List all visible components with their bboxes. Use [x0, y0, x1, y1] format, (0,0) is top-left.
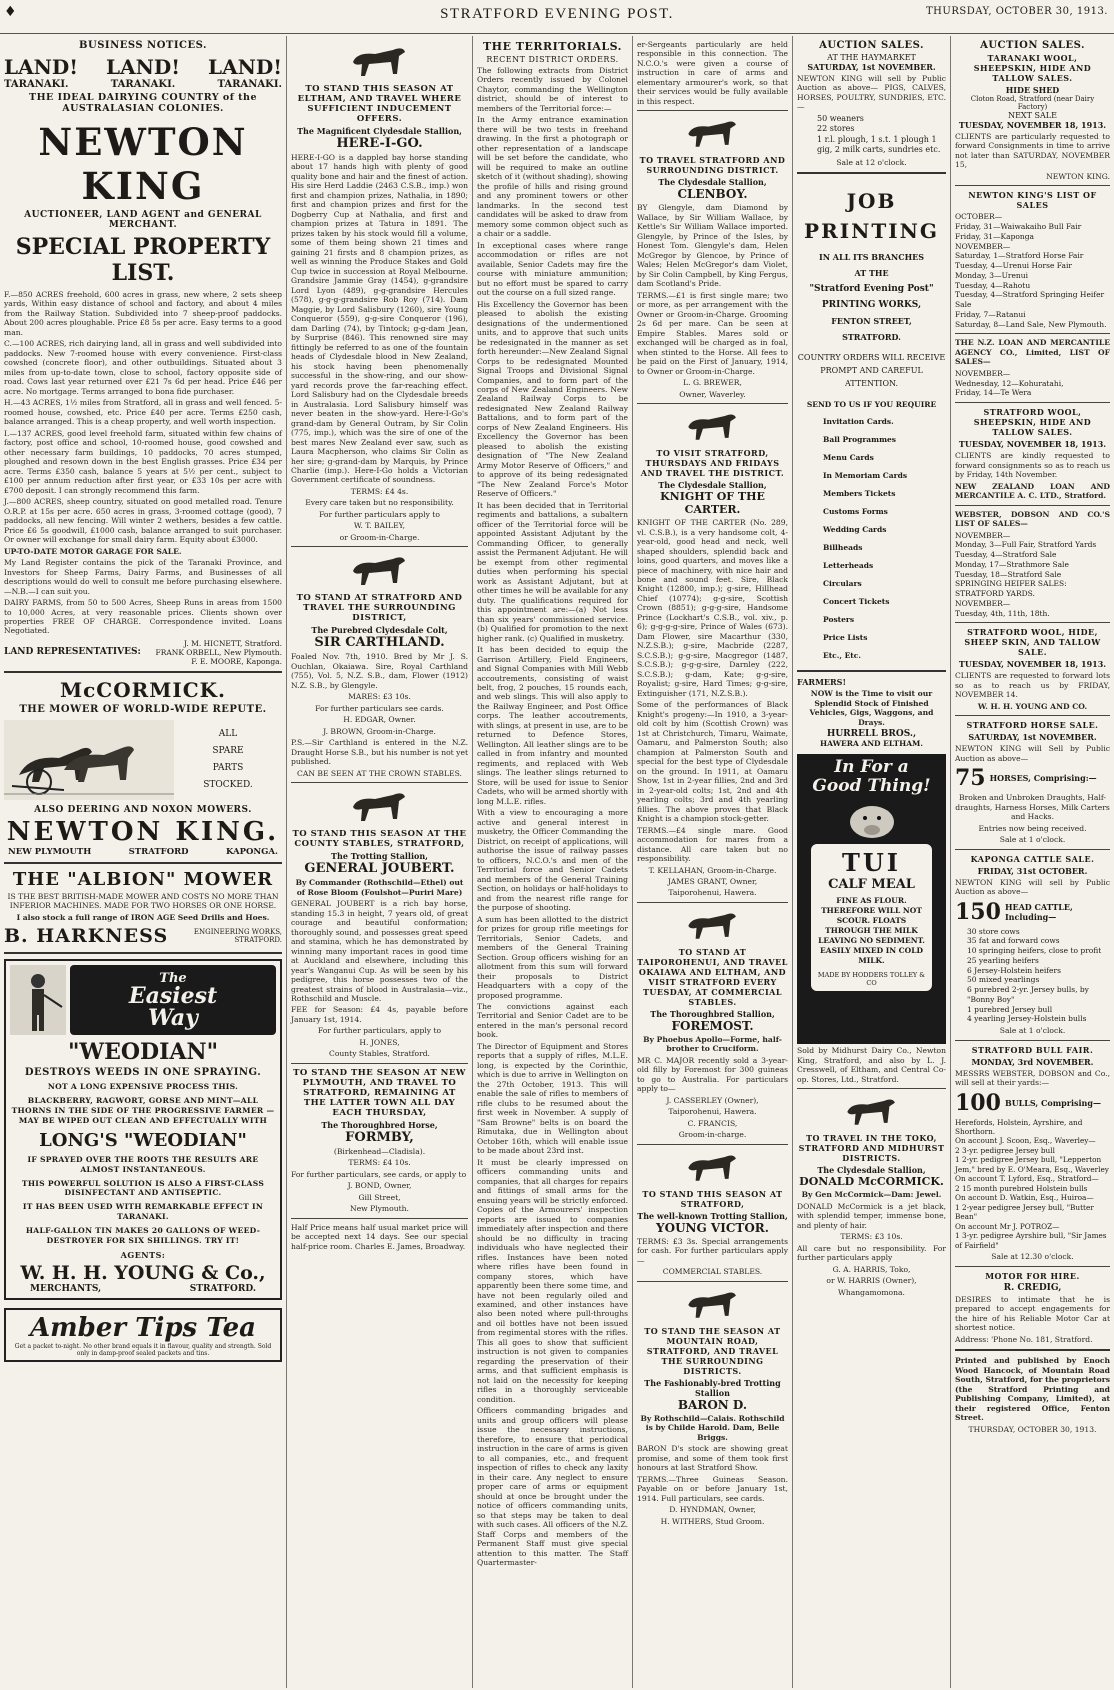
stallion-4-name: FORMBY,: [345, 1129, 414, 1145]
property-h: H.—43 ACRES, 1½ miles from Stratford, all in grass and well fenced. 5-roomed house, cowshed, etc. Price £40 per acre. Terms £250 cash, balance arranged. This is a cheap property, and well worth inspection.: [4, 398, 282, 427]
donald-care: All care but no responsibility. For further particulars apply: [797, 1243, 946, 1263]
tui-tin: TUI CALF MEAL FINE AS FLOUR. THEREFORE WILL NOT SCOUR. FLOATS THROUGH THE MILK LEAVING NO SEDIMENT. EASILY MIXED IN COLD MILK. MADE BY HODDERS TOLLEY & CO: [811, 844, 932, 991]
column-auction-sales: [951, 38, 1114, 1688]
baron-text: BARON D's stock are showing great promise, and some of them took first honours at last Stratford Show.: [637, 1444, 788, 1473]
job-branches: IN ALL ITS BRANCHES: [818, 251, 925, 262]
hurrell-name: HURRELL BROS.,: [826, 729, 917, 740]
stallion-3-pedigree: By Commander (Rothschild—Ethel) out of Rose Bloom (Foulshot—Puriri Mare): [295, 878, 464, 897]
nz-loan-heading: THE N.Z. LOAN AND MERCANTILE AGENCY CO., Limited, LIST OF SALES—: [955, 338, 1110, 367]
section-heading: BUSINESS NOTICES.: [79, 40, 207, 51]
baron-name: BARON D.: [677, 1397, 748, 1412]
young-victor-heading: TO STAND THIS SEASON AT STRATFORD,: [642, 1188, 783, 1209]
job-town: STRATFORD.: [842, 331, 901, 342]
haymarket-date: SATURDAY, 1st NOVEMBER.: [807, 62, 936, 72]
taranaki-wool-heading: TARANAKI WOOL, SHEEPSKIN, HIDE AND TALLOW SALES.: [973, 53, 1092, 83]
issue-date: THURSDAY, OCTOBER 30, 1913.: [926, 6, 1108, 17]
job-require: SEND TO US IF YOU REQUIRE: [806, 400, 937, 410]
stallion-3-text: GENERAL JOUBERT is a rich bay horse, standing 15.3 in height, 7 years old, of great courage and beautiful conformation; thoroughly sound, and possesses great speed and stamina, which he has demonstrated by winning many important races in good time at Auckland and elsewhere, including this year's Wanganui Cup. As will be seen by his pedigree, this horse possesses two of the greatest strains of blood in Australasia—viz., Rothschild and Muscle.: [291, 899, 468, 1003]
motor-garage-line: UP-TO-DATE MOTOR GARAGE FOR SALE.: [4, 546, 182, 556]
mower-illustration-row: [4, 717, 282, 803]
kaponga-sale-text: NEWTON KING will sell by Public Auction as above—: [955, 877, 1110, 897]
horse-icon: [345, 787, 415, 825]
bull-fair-heading: STRATFORD BULL FAIR.: [971, 1044, 1094, 1055]
agents-label: AGENTS:: [120, 1249, 166, 1260]
haymarket-sale-time: Sale at 12 o'clock.: [836, 157, 907, 167]
land-register-text: My Land Register contains the pick of the Taranaki Province, and Investors for Sheep Farms, Dairy Farms, and Businesses of all descriptions would do well to consult me before purchasing elsewhere.—N.B.—I can suit you.: [4, 558, 282, 596]
job-at-the: AT THE: [854, 267, 889, 278]
half-price-notice: Half Price means half usual market price will be accepted next 14 days. See our special half-price room. Charles E. James, Broadway.: [291, 1222, 468, 1251]
donald-owner: or W. HARRIS (Owner),: [826, 1276, 917, 1286]
horse-sale-count: 75 HORSES, Comprising:—: [955, 765, 1097, 792]
stallion-3-fee: FEE for Season: £4 4s, payable before January 1st, 1914.: [291, 1005, 468, 1024]
bull-fair-count: 100 BULLS, Comprising—: [955, 1089, 1101, 1116]
spray-man-illustration: [10, 965, 66, 1035]
kaponga-sale-heading: KAPONGA CATTLE SALE.: [970, 853, 1095, 864]
motor-hire-address: Address: 'Phone No. 181, Stratford.: [955, 1334, 1093, 1344]
knight-groom: T. KELLAHAN, Groom-in-Charge.: [648, 865, 777, 875]
donald-contact: G. A. HARRIS, Toko,: [832, 1264, 911, 1274]
stallion-2-ps: P.S.—Sir Carthland is entered in the N.Z. Draught Horse S.B., but his number is not yet published.: [291, 738, 468, 767]
knight-breed: The Clydesdale Stallion,: [658, 480, 767, 491]
farmers-heading: FARMERS!: [797, 677, 846, 688]
branch-towns: NEW PLYMOUTH STRATFORD KAPONGA.: [8, 846, 278, 857]
albion-mower-text: IS THE BEST BRITISH-MADE MOWER AND COSTS NO MORE THAN INFERIOR MACHINES. MADE FOR TWO HORSES OR ONE HORSE.: [7, 891, 279, 911]
land-headline: LAND! LAND! LAND!: [4, 55, 282, 79]
territorials-para: It has been decided to equip the Garrison Artillery, Field Engineers, and Signal Companies with Mill Webb accoutrements, consisting of waist belt, frog, 2 pouches, 15 rounds each, and web slings. This will also apply to the Railway Engineer, and Post Office corps. The leather accoutrements, with slings, at present in use, are to be returned to Defence Stores, Wellington. All leather slings are to be called in from infantry and mounted regiments, and replaced with Web slings. The leather slings returned to Store, will be used for issue to Senior Cadets, who will be armed shortly with long M.L.E. rifles.: [477, 645, 628, 806]
weodian-line-3: IF SPRAYED OVER THE ROOTS THE RESULTS ARE ALMOST INSTANTANEOUS.: [27, 1154, 259, 1174]
mccormick-title: McCORMICK.: [59, 677, 227, 702]
job-country-orders: COUNTRY ORDERS WILL RECEIVE PROMPT AND CAREFUL ATTENTION.: [797, 352, 946, 388]
stallion-3-name: GENERAL JOUBERT.: [304, 861, 455, 877]
horse-sale-entries: Entries now being received.: [978, 823, 1087, 833]
stallion-2-further: For further particulars see cards.: [315, 703, 444, 713]
knight-heading: TO VISIT STRATFORD, THURSDAYS AND FRIDAYS AND TRAVEL THE DISTRICT.: [640, 448, 785, 479]
imprint-date: THURSDAY, OCTOBER 30, 1913.: [968, 1424, 1097, 1434]
newton-king-sign: NEWTON KING.: [6, 816, 280, 847]
next-sale-date: TUESDAY, NOVEMBER 18, 1913.: [958, 120, 1107, 130]
horse-icon: [345, 551, 415, 589]
stallion-1-text: HERE-I-GO is a dappled bay horse standing about 17 hands high with plenty of good quality bone and hair and the finest of action. His sire Herd Laddie (2463 C.S.B., imp.) won first and champion prizes, Nathalia, in 1890; first and champion prizes and first for the Dogberry Cup at Nathalia, and first and champion prizes at Tatura in 1891. The prizes taken by his stock would fill a volume, some of them being shown 21 times and gaining 21 firsts and 8 champion prizes, as well as winning the Produce Stakes and Gold Cup twice in succession at Royal Melbourne. Grandsire Jammie Gray (1454), g-grandsire Lord Lyon (489), g-g-grandsire Hercules (578), g-g-g-grandsire Rob Roy (714). Dam Maggie, by Lord Salisbury (1260), sire Young Conqueror (559), g-g-sire Conqueror (196), dam Darling (74), by Tintock; g-g-dam Jean, by Surprise (846). This renowned sire may fittingly be referred to as one of the fountain heads of Clydesdale blood in New Zealand, his stock having been phenomenally successful in the show-ring, and our show-yard records prove the far-reaching effect. Lord Salisbury had on the Clydesdale breeds in Australasia. Lord Salisbury himself was never beaten in the show-yard. Here-I-Go's grand-dam by General Outram, by Sir Colin (775, imp.), which was the sire of one of the best mares New Zealand ever saw, such as Laura Macpherson, who claims Sir Colin as her sire; g-grand-dam by Marquis, by Prince Charlie (imp.). Here-I-Go holds a Victorian Government certificate of soundness.: [291, 153, 468, 485]
dairy-farms-text: DAIRY FARMS, from 50 to 500 Acres, Sheep Runs in areas from 1500 to 10,000 Acres, at very reasonable prices. Clients shown over properties FREE OF CHARGE. Correspondence invited. Loans Negotiated.: [4, 598, 282, 636]
horse-icon: [840, 1093, 904, 1129]
column-territorials: [473, 38, 632, 1688]
newton-king-title: NEWTON KING: [38, 120, 248, 208]
stallion-3-breed: The Trotting Stallion,: [331, 851, 428, 862]
knight-terms: TERMS.—£4 single mare. Good accommodation for mares from a distance. All care taken but no responsibility.: [637, 825, 788, 864]
baron-pedigree: By Rothschild—Calais. Rothschild is by Childe Harold. Dam, Belle Briggs.: [640, 1413, 785, 1442]
stallion-4-pedigree: (Birkenhead—Cladisla).: [333, 1146, 426, 1156]
young-victor-terms: TERMS: £3 3s. Special arrangements for cash. For further particulars apply—: [637, 1236, 788, 1265]
young-victor-breed: The well-known Trotting Stallion,: [637, 1210, 788, 1221]
hide-sale-heading: STRATFORD WOOL, HIDE, SHEEP SKIN, AND TALLOW SALE.: [964, 627, 1101, 658]
weodian-line-5: IT HAS BEEN USED WITH REMARKABLE EFFECT IN TARANAKI.: [22, 1202, 264, 1222]
stallion-4-owner-2: Gill Street,: [358, 1192, 401, 1202]
clenboy-name: CLENBOY.: [677, 187, 748, 202]
horse-sale-time: Sale at 1 o'clock.: [999, 835, 1066, 845]
albion-mower-title: THE "ALBION" MOWER: [12, 868, 274, 890]
young-company-name: W. H. H. YOUNG & Co.,: [20, 1261, 266, 1284]
stallion-1-care: Every care taken but no responsibility.: [305, 498, 454, 508]
horse-sale-date: SATURDAY, 1st NOVEMBER.: [968, 732, 1097, 743]
territorials-heading: THE TERRITORIALS.: [483, 40, 622, 53]
mower-tagline: THE MOWER OF WORLD-WIDE REPUTE.: [19, 703, 267, 715]
mower-horses-illustration: [4, 720, 174, 800]
stallion-2-heading: TO STAND AT STRATFORD AND TRAVEL THE SURROUNDING DISTRICT,: [296, 593, 463, 624]
knight-owner-2: Taiporohenui, Hawera.: [668, 888, 757, 898]
spare-parts-text: ALL SPARE PARTS STOCKED.: [203, 728, 253, 791]
longs-weodian-title: LONG'S "WEODIAN": [39, 1129, 247, 1151]
territorials-para: The following extracts from District Orders recently issued by Colonel Chaytor, commanding the Wellington district, should be of interest to members of the Territorial force:—: [477, 66, 628, 113]
stallion-1-terms: TERMS: £4 4s.: [350, 486, 409, 496]
column-auctions-printing: [793, 38, 950, 1688]
motor-hire-text: DESIRES to intimate that he is prepared to accept engagements for the hire of his Reliable Motor Car at shortest notice.: [955, 1294, 1110, 1333]
bull-fair-date: MONDAY, 3rd NOVEMBER.: [971, 1056, 1094, 1067]
webster-dobson-heading: WEBSTER, DOBSON AND CO.'S LIST OF SALES—: [955, 509, 1110, 529]
deering-line: ALSO DEERING AND NOXON MOWERS.: [34, 804, 252, 815]
stallion-2-breed: The Purebred Clydesdale Colt,: [311, 625, 448, 636]
job-printing-title: JOB PRINTING: [804, 188, 939, 243]
stallion-4-heading: TO STAND THE SEASON AT NEW PLYMOUTH, AND TRAVEL TO STRATFORD, REMAINING AT THE LATTER TOWN ALL DAY EACH THURSDAY,: [293, 1067, 466, 1118]
haymarket-items: 50 weaners 22 stores 1 r.l. plough, 1 s.t. 1 plough 1 gig, 2 milk carts, sundries etc.: [817, 113, 941, 155]
baron-owner: D. HYNDMAN, Owner,: [669, 1505, 756, 1515]
foremost-owner-2: Taiporohenui, Hawera.: [668, 1107, 757, 1117]
donald-text: DONALD McCormick is a jet black, with splendid temper, immense bone, and plenty of hair.: [797, 1201, 946, 1230]
stratford-wool-date: TUESDAY, NOVEMBER 18, 1913.: [958, 439, 1107, 450]
weodian-line-1: NOT A LONG EXPENSIVE PROCESS THIS.: [47, 1082, 239, 1092]
weodian-line-4: THIS POWERFUL SOLUTION IS ALSO A FIRST-CLASS DISINFECTANT AND ANTISEPTIC.: [21, 1178, 265, 1198]
stallion-4-terms: TERMS: £4 10s.: [348, 1158, 411, 1168]
masthead: [0, 0, 1114, 34]
column-business-notices: [0, 38, 286, 1688]
hide-shed: HIDE SHED: [1005, 85, 1060, 95]
horse-icon: [345, 42, 415, 80]
special-property-title: SPECIAL PROPERTY LIST.: [15, 234, 271, 286]
baron-breed: The Fashionably-bred Trotting Stallion: [644, 1377, 781, 1398]
foremost-groom: C. FRANCIS,: [687, 1118, 738, 1128]
horse-icon: [681, 408, 745, 444]
weodian-advert: [4, 959, 282, 1299]
hide-sale-text: CLIENTS are requested to forward lots so as to reach us by FRIDAY, NOVEMBER 14.: [955, 671, 1110, 700]
next-sale-label: NEXT SALE: [1008, 111, 1057, 120]
horse-icon: [681, 115, 745, 151]
bull-fair-list: Herefords, Holstein, Ayrshire, and Shorthorn. On account J. Scoon, Esq., Waverley— 2 3-yr. pedigree Jersey bull 1 2-yr. pedigree Jersey bull, "Lepperton Jem," bred by E. O'Meara, Esq., Waverley On account T. Lyford, Esq., Stratford— 2 15 month purebred Holstein bulls On account D. Watkin, Esq., Huiroa— 1 2-year pedigree Jersey bull, "Butter Bean" On account Mr J. POTROZ— 1 3-yr. pedigree Ayrshire bull, "Sir James of Fairfield": [955, 1117, 1109, 1250]
auctioneer-line: AUCTIONEER, LAND AGENT and GENERAL MERCHANT.: [24, 210, 262, 230]
newton-king-list-heading: NEWTON KING'S LIST OF SALES: [968, 190, 1097, 211]
job-works: PRINTING WORKS,: [821, 299, 922, 310]
hide-sale-signoff: W. H. H. YOUNG AND CO.: [977, 701, 1088, 711]
stallion-4-further: For further particulars, see cards, or apply to: [291, 1169, 467, 1179]
donald-breed: The Clydesdale Stallion,: [817, 1165, 926, 1176]
tui-stockists: Sold by Midhurst Dairy Co., Newton King, Stratford, and also by L. J. Cresswell, of Eltham, and Central Co-op. Stores, Ltd., Stratford.: [797, 1046, 946, 1084]
haymarket-line: AT THE HAYMARKET: [827, 53, 916, 62]
kaponga-cattle-list: 30 store cows 35 fat and forward cows 10 springing heifers, close to profit 25 yearling heifers 6 Jersey-Holstein heifers 50 mixed yearlings 6 purebred 2-yr. Jersey bulls, by "Bonny Boy" 1 purebred Jersey bull 4 yearling Jersey-Holstein bulls: [967, 926, 1102, 1024]
column-stallions-2: [633, 38, 792, 1688]
motor-hire-heading: MOTOR FOR HIRE.: [985, 1270, 1080, 1281]
baron-terms: TERMS.—Three Guineas Season. Payable on or before January 1st, 1914. Full particulars, see cards.: [637, 1474, 788, 1503]
stallion-1-breed: The Magnificent Clydesdale Stallion,: [297, 126, 462, 136]
kaponga-cattle-count: 150 HEAD CATTLE, Including—: [955, 898, 1073, 925]
clenboy-terms: TERMS.—£1 is first single mare; two or more, as per arrangement with the Owner or Groom-in-Charge. Grooming 2s 6d per mare. Can be seen at Empire Stables. Mares sold or exchanged will be charged as in foal, when stinted to the Horse. All fees to be paid on the First of January, 1914, to Owner or Groom-in-Charge.: [637, 290, 788, 376]
territorials-para: It has been decided that in Territorial regiments and battalions, a subaltern officer of the Territorial force will be appointed Assistant Adjutant by the Commanding Officer, to generally assist the Permanent Adjutant. He will be exempt from other regimental duties when performing his special work as Assistant Adjutant, but at other times he will be available for any duty. The qualifications required for this appointment are:—(a) Not less than six years' commissioned service. (b) Qualified for promotion to the next higher rank. (c) Qualified in musketry.: [477, 500, 628, 643]
territorials-para: A sum has been allotted to the district for prizes for group rifle meetings for Territorials, Senior Cadets, and members of the General Training Section. Group officers wishing for an allotment from this sum will forward their proposals to District Headquarters with a copy of the proposed programme.: [477, 914, 628, 1000]
stallion-4-owner-3: New Plymouth.: [350, 1204, 409, 1214]
donald-owner-2: Whangamomona.: [838, 1287, 905, 1297]
baron-heading: TO STAND THE SEASON AT MOUNTAIN ROAD, STRATFORD, AND TRAVEL THE SURROUNDING DISTRICTS.: [644, 1325, 781, 1376]
territorials-para: In the Army entrance examination there will be two tests in freehand drawing. In the first a photograph or other representation of a landscape will be set before the candidate, who will be required to make an outline sketch of it (without shading), showing the profile of hills and rising ground and any prominent towers or other landmarks. In the second test candidates will be asked to draw from memory some common object such as a chair or a saddle.: [477, 115, 628, 239]
land-representatives: LAND REPRESENTATIVES: J. M. HICNETT, Stratford. FRANK ORBELL, New Plymouth. F. E. MOORE, Kaponga.: [4, 638, 282, 666]
stallion-3-contact-2: County Stables, Stratford.: [329, 1049, 430, 1059]
donald-heading: TO TRAVEL IN THE TOKO, STRATFORD AND MIDHURST DISTRICTS.: [798, 1133, 945, 1164]
foremost-groom-2: Groom-in-charge.: [678, 1130, 747, 1140]
property-c: C.—100 ACRES, rich dairying land, all in grass and well subdivided into paddocks. New 7-roomed house with every convenience. First-class cowshed (concrete floor), and other outbuildings. Situated about 3 miles from up-to-date town, close to school, factory opposite side of road. Cows last year returned over £21 7s 6d per head. Price £46 per acre. No mortgage. Terms arranged to bona fide purchaser.: [4, 339, 282, 396]
territorials-para: It must be clearly impressed on officers commanding units and companies, that all charges for repairs and fittings of small arms for the ensuing years will be strictly enforced. Copies of the Armourers' inspection reports are issued to companies immediately after inspection and there should be no difficulty in tracing individuals who have neglected their rifles. Instances have been noted where rifles have been found in company stores, which have apparently been there some time, and have not been regularly oiled and examined, and other instances have also been noted where pull-throughs and oil bottles have not been issued from regimental stores with the rifles. This all goes to show that sufficient instruction is not given to companies regarding the preservation of their arms, and that sufficient emphasis is not laid on the necessity for keeping rifles in a thoroughly serviceable condition.: [477, 1157, 628, 1404]
stallion-2-terms: MARES: £3 10s.: [348, 692, 411, 702]
property-i: I.—137 ACRES, good level freehold farm, situated within few chains of factory, post office and school, 10-roomed house, good cowshed and other necessary farm buildings, 10 paddocks, 70 acres stumped, ploughed and resown down in the best English grasses. Price £34 per acre. Terms £350 cash, balance 5 years at 5½ per cent., subject to £100 per annum reduction after first year, or £33 10s per acre with £700 deposit. I can strongly recommend this farm.: [4, 428, 282, 495]
calf-head-illustration: [837, 800, 907, 840]
weodian-tagline: DESTROYS WEEDS IN ONE SPRAYING.: [24, 1067, 262, 1079]
hide-shed-address: Cloton Road, Stratford (near Dairy Factory): [970, 95, 1095, 111]
territorials-continued: er-Sergeants particularly are held responsible in this connection. The N.C.O.'s were given a course of instruction in care of arms and elementary armourer's work, so that their services would be fully available in this respect.: [637, 40, 788, 106]
foremost-pedigree: By Phoebus Apollo—Forme, half-brother to Cruciform.: [643, 1034, 782, 1054]
foremost-heading: TO STAND AT TAIPOROHENUI, AND TRAVEL OKAIAWA AND ELTHAM, AND VISIT STRATFORD EVERY TUESDAY, AT COMMERCIAL STABLES.: [637, 946, 788, 1007]
territorials-para: His Excellency the Governor has been pleased to abolish the existing designations of the undermentioned units, and to approve that such units be redesignated in the manner as set forth hereunder:—New Zealand Signal Corps to be redesignated Mounted Signal Troops and Divisional Signal Companies, and to form part of the corps of New Zealand Engineers. New Zealand Railway Corps to be redesignated New Zealand Railway Battalions, and to form part of the corps of New Zealand Engineers. His Excellency the Governor has been pleased to abolish the existing designation of "The New Zealand Army Motor Reserve of Officers," and to approve of its being redesignated "The New Zealand Force's Motor Reserve of Officers.": [477, 299, 628, 499]
territorials-para: Officers commanding brigades and units and group officers will please issue the necessary instructions, therefore, to ensure that periodical instruction in the care of arms is given to all companies, etc., and frequent inspection of rifles to check any laxity in their care. Any neglect to ensure proper care of arms or equipment should at once be brought under the notice of officers commanding units, so that steps may be taken to deal with such cases. All officers of the N.Z. Staff Corps and members of the Permanent Staff must give special attention to this matter. The Staff Quartermaster-: [477, 1406, 628, 1568]
donald-terms: TERMS: £3 10s.: [840, 1232, 903, 1242]
weodian-line-2: BLACKBERRY, RAGWORT, GORSE AND MINT—ALL THORNS IN THE SIDE OF THE PROGRESSIVE FARMER —MAY BE WIPED OUT CLEAN AND EFFECTUALLY WITH: [11, 1096, 275, 1125]
horse-icon: [681, 1286, 745, 1322]
young-victor-where: COMMERCIAL STABLES.: [662, 1267, 763, 1277]
stallion-1-name: HERE-I-GO.: [336, 136, 423, 151]
foremost-text: MR C. MAJOR recently sold a 3-year-old filly by Foremost for 300 guineas to go to Australia. For particulars apply to—: [637, 1055, 788, 1094]
territorials-para: The Director of Equipment and Stores reports that a supply of rifles, M.L.E. long, is expected by the Corinthic, which is due to arrive in Wellington on the 27th October, 1913. This will enable the sale of rifles to members of rifle clubs to be resumed about the first week in November. A supply of "Sam Browne" belts is on board the Rimutaka, due in Wellington about October 16th, which will enable issue to be made about 23rd inst.: [477, 1041, 628, 1156]
stallion-2-text: Foaled Nov. 7th, 1910. Bred by Mr J. S. Ouchlan, Okaiawa. Sire, Royal Carthland (755), Vol. 5, N.Z. S.B., dam, Flower (1912) N.Z. S.B., by Glengyle.: [291, 652, 468, 690]
stallion-3-further: For further particulars, apply to: [317, 1026, 442, 1036]
young-victor-name: YOUNG VICTOR.: [656, 1220, 769, 1235]
stallion-2-seen: CAN BE SEEN AT THE CROWN STABLES.: [297, 768, 462, 778]
foremost-name: FOREMOST.: [671, 1018, 754, 1033]
bull-fair-time: Sale at 12.30 o'clock.: [991, 1252, 1074, 1262]
clenboy-owner-2: Owner, Waverley.: [679, 389, 746, 399]
job-printing-list: Invitation Cards. Ball Programmes Menu Cards In Memoriam Cards Members Tickets Customs Forms Wedding Cards Billheads Letterheads Circulars Concert Tickets Posters Price Lists Etc., Etc.: [823, 417, 908, 661]
auction-sales-heading: AUCTION SALES.: [819, 40, 924, 51]
farmers-text: NOW is the Time to visit our Splendid Stock of Finished Vehicles, Gigs, Waggons, and Drays.: [809, 689, 934, 727]
clenboy-text: BY Glengyle, dam Diamond by Wallace, by Sir William Wallace, by Kettle's Sir William Wallace imported. Glengyle, by Prince of the Isles, by Honest Tom. Glengyle's dam, Helen McGregor by Glencoe, by Prince of Wales; Helen McGregor's dam Violet, by Sir Colin Campbell, by King Fergus, dam Scotland's Pride.: [637, 203, 788, 289]
weodian-title: "WEODIAN": [67, 1039, 219, 1066]
taranaki-line: TARANAKI. TARANAKI. TARANAKI.: [4, 79, 282, 90]
territorials-para: The convictions against each Territorial and Senior Cadet are to be entered in the man's personal record book.: [477, 1001, 628, 1040]
tui-calf-meal-advert: [797, 754, 946, 1044]
ideal-country-text: THE IDEAL DAIRYING COUNTRY of the AUSTRALASIAN COLONIES.: [29, 92, 257, 114]
stallion-3-heading: TO STAND THIS SEASON AT THE COUNTY STABLES, STRATFORD,: [292, 829, 467, 850]
column-stallions-1: [287, 38, 472, 1688]
baron-groom: H. WITHERS, Stud Groom.: [660, 1516, 765, 1526]
amber-tips-tea-subtext: Get a packet to-night. No other brand equals it in flavour, quality and strength. Sold only in damp-proof sealed packets and tins.: [14, 1342, 272, 1357]
knight-text: KNIGHT OF THE CARTER (No. 289, vl. C.S.B.), is a very handsome colt, 4-year-old, good head and neck, well shaped shoulders, splendid back and loins, good quarters, and moves like a piece of machinery, with nice hair and bone and sound feet. Sire, Black Knight (12800, imp.); g-sire, Hillhead Chief (10774); g-g-sire, Scottish Crown (8851); g-g-g-sire, Handsome Prince (Lockhart's C.S.B., vol. xiv., p. 6); g-g-g-g-sire, Prince of Wales (673). Dam Flower, sire Macarthur (330, N.Z.S.B.); g-sire, Macbride (2287, S.C.S.B.); g-g-sire, Macgregor (1487, S.C.S.B.); g-g-g-sire, Darnley (222, S.C.S.B.); g-dam, Kate; g-g-sire, Royalist; g-sire, Hard Times; g-g-sire, Extinguisher (171, N.Z.S.B.).: [637, 518, 788, 698]
webster-dobson-sales-list: NOVEMBER— Monday, 3—Full Fair, Stratford Yards Tuesday, 4—Stratford Sale Monday, 17—Strathmore Sale Tuesday, 18—Stratford Sale SPRINGING HEIFER SALES: STRATFORD YARDS. NOVEMBER— Tuesday, 4th, 11th, 18th.: [955, 530, 1097, 618]
newton-king-signoff: NEWTON KING.: [1046, 171, 1110, 181]
stratford-wool-signoff: NEW ZEALAND LOAN AND MERCANTILE A. C. LTD., Stratford.: [955, 481, 1110, 501]
stallion-3-contact: H. JONES,: [359, 1037, 400, 1047]
kaponga-sale-date: FRIDAY, 31st OCTOBER.: [977, 865, 1088, 876]
horse-sale-text: NEWTON KING will Sell by Public Auction as above—: [955, 744, 1110, 763]
property-j: J.—800 ACRES, sheep country, situated on good metalled road. Tenure O.R.P. at 15s per acre. 650 acres in grass, 3-roomed cottage (good), 7 paddocks, all new fencing. Will winter 2 wethers, besides a few cattle. Price £6 5s goodwill, £1000 cash, balance arranged to suit purchaser. Or owner will exchange for small dairy farm. Equity about £3000.: [4, 497, 282, 545]
clenboy-owner: L. G. BREWER,: [683, 378, 742, 388]
stallion-1-heading: TO STAND THIS SEASON AT ELTHAM, AND TRAVEL WHERE SUFFICIENT INDUCEMENT OFFERS.: [297, 84, 462, 124]
foremost-breed: The Thoroughbred Stallion,: [650, 1008, 775, 1019]
territorials-para: In exceptional cases where range accommodation or rifles are not available, Senior Cadets may fire the course with miniature ammunition; but no effort must be spared to carry out the course on a full sized range.: [477, 240, 628, 298]
amber-tips-tea-logo: Amber Tips Tea: [29, 1312, 256, 1343]
foremost-owner: J. CASSERLEY (Owner),: [666, 1095, 759, 1105]
consignment-notice: CLIENTS are particularly requested to forward Consignments in time to arrive not later than SATURDAY, NOVEMBER 15,: [955, 132, 1110, 170]
newton-king-sales-list: OCTOBER— Friday, 31—Waiwakaiho Bull Fair Friday, 31—Kaponga NOVEMBER— Saturday, 1—Stratford Horse Fair Tuesday, 4—Urenui Horse Fair Monday, 3—Urenui Tuesday, 4—Rahotu Tuesday, 4—Stratford Springing Heifer Sale Friday, 7—Ratanui Saturday, 8—Land Sale, New Plymouth.: [955, 212, 1107, 329]
kaponga-sale-time: Sale at 1 o'clock.: [999, 1026, 1066, 1036]
knight-performances: Some of the performances of Black Knight's progeny:—In 1910, a 3-year-old colt by him (Scottish Crown) was 1st at Christchurch, Timaru, Waimate, Oamaru, and Palmerston South; also champion at Palmerston South and special for the best type of Clydesdale on the ground. In 1911, at Oamaru Show, 1st in 2-year fillies, 2nd and 3rd in 2-year-old colts; 1st, 2nd and 4th yearling colts; 3rd and 4th yearling fillies. The above proves that Black Knight is a champion stock-getter.: [637, 700, 788, 824]
horse-sale-types: Broken and Unbroken Draughts, Half-draughts, Harness Horses, Milk Carters and Hacks.: [955, 793, 1110, 822]
stallion-2-owner: H. EDGAR, Owner.: [343, 715, 416, 725]
territorials-para: With a view to encouraging a more active and general interest in musketry, the Officer Commanding the District, on receipt of applications, will authorise the issue of railway passes to officers, N.C.O.'s and men of the Territorial force and Senior Cadets and members of the General Training Section, on holidays or half-holidays to and from the nearest rifle range for the purpose of shooting.: [477, 808, 628, 913]
easiest-way-banner: The Easiest Way: [70, 965, 276, 1035]
stallion-2-groom: J. BROWN, Groom-in-Charge.: [323, 726, 436, 736]
newspaper-title: STRATFORD EVENING POST.: [440, 6, 674, 22]
knight-owner: JAMES GRANT, Owner,: [667, 877, 758, 886]
bull-fair-text: MESSRS WEBSTER, DOBSON and Co., will sell at their yards:—: [955, 1068, 1110, 1088]
territorials-subheading: RECENT DISTRICT ORDERS.: [486, 55, 619, 64]
masthead-ornament: ♦: [4, 4, 17, 20]
iron-age-line: I also stock a full range of IRON AGE Seed Drills and Hoes.: [16, 912, 270, 922]
weodian-line-6: HALF-GALLON TIN MAKES 20 GALLONS OF WEED-DESTROYER FOR SIX SHILLINGS. TRY IT!: [25, 1226, 261, 1245]
amber-tips-tea-advert: [4, 1308, 282, 1362]
property-f: F.—850 ACRES freehold, 600 acres in grass, new where, 2 sets sheep yards, Within easy distance of school and factory, and about 4 miles from the Railway Station. Subdivided into 7 sheep-proof paddocks. About 200 acres ploughable. Price £8 5s per acre. Easy terms to a good man.: [4, 290, 282, 337]
clenboy-breed: The Clydesdale Stallion,: [658, 177, 767, 188]
clenboy-heading: TO TRAVEL STRATFORD AND SURROUNDING DISTRICT.: [639, 155, 786, 176]
hurrell-towns: HAWERA AND ELTHAM.: [820, 739, 923, 749]
donald-pedigree: By Gen McCormick—Dam: Jewel.: [801, 1190, 942, 1200]
horse-icon: [681, 1149, 745, 1185]
merchants-line: MERCHANTS, STRATFORD.: [30, 1283, 256, 1294]
horse-sale-heading: STRATFORD HORSE SALE.: [966, 720, 1099, 731]
stallion-1-contact: W. T. BAILEY,: [353, 521, 406, 531]
harkness-line: B. HARKNESS ENGINEERING WORKS, STRATFORD.: [4, 925, 282, 948]
stallion-2-name: SIR CARTHLAND.: [314, 635, 445, 651]
hide-sale-date: TUESDAY, NOVEMBER 18, 1913.: [958, 659, 1107, 670]
stallion-4-owner: J. BOND, Owner,: [347, 1181, 412, 1191]
donald-name: DONALD McCORMICK.: [799, 1175, 944, 1189]
tui-headline: In For a Good Thing!: [812, 757, 931, 796]
stratford-wool-heading: STRATFORD WOOL, SHEEPSKIN, HIDE AND TALLOW SALES.: [973, 407, 1092, 438]
auction-sales-heading: AUCTION SALES.: [980, 40, 1085, 51]
job-newspaper: "Stratford Evening Post": [809, 283, 934, 294]
stratford-wool-text: CLIENTS are kindly requested to forward consignments so as to reach us by Friday, 14th November.: [955, 451, 1110, 480]
haymarket-text: NEWTON KING will sell by Public Auction as above— PIGS, CALVES, HORSES, POULTRY, SUNDRIES, ETC.—: [797, 74, 946, 112]
nz-loan-sales-list: NOVEMBER— Wednesday, 12—Kohuratahi, Friday, 14—Te Wera: [955, 368, 1064, 398]
knight-name: KNIGHT OF THE CARTER.: [660, 490, 765, 517]
horse-icon: [681, 907, 745, 943]
imprint-text: Printed and published by Enoch Wood Hancock, of Mountain Road South, Stratford, for the proprietors (the Stratford Printing and Publishing Company, Limited), at their registered Office, Fenton Street.: [955, 1356, 1110, 1423]
motor-hire-name: R. CREDIG,: [1003, 1282, 1062, 1293]
stallion-4-breed: The Thoroughbred Horse,: [321, 1119, 438, 1130]
stallion-1-contact-2: or Groom-in-Charge.: [339, 532, 420, 542]
job-street: FENTON STREET,: [831, 315, 912, 326]
stallion-1-further: For further particulars apply to: [319, 509, 440, 519]
